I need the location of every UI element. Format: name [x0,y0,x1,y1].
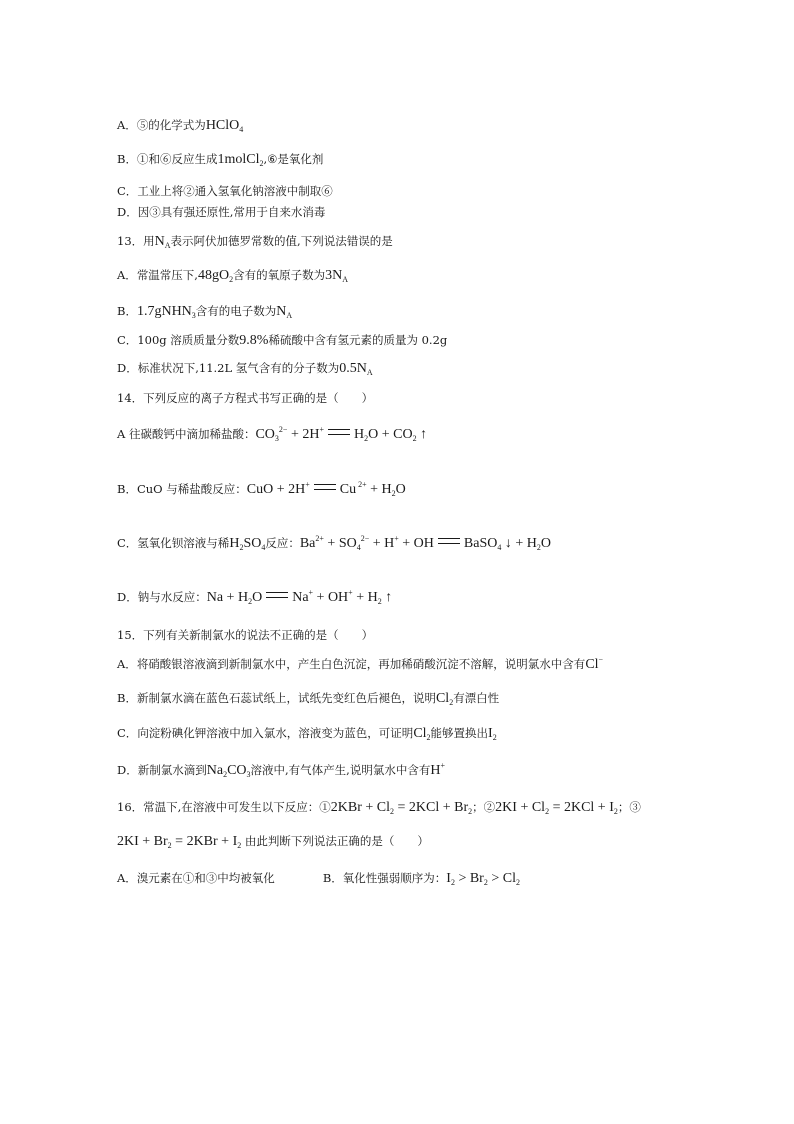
q13-option-c: C．100g 溶质质量分数9.8%稀硫酸中含有氢元素的质量为 0.2g [117,333,448,348]
q13-option-b: B．1.7gNHN$_3$含有的电子数为$N_A$ [117,304,293,320]
q14-stem: 14．下列反应的离子方程式书写正确的是（ ） [117,391,374,405]
q13-option-a: A．常温常压下$,48gO_2$含有的氧原子数为$3N_A$ [117,268,348,284]
equation-b: CuO + 2H+ Cu $^{2+} + H_2O$ [246,480,406,498]
equation-c: $Ba^{2+} + SO_4^{2-} + H^+$ + OH BaSO$_4$ ↓ + $H_2O$ [299,534,551,552]
q13-stem: 13．用$N_A$表示阿伏加德罗常数的值,下列说法错误的是 [117,234,393,250]
formula-hclo4: HClO$_4$ [205,118,244,134]
q14-option-d: D．钠与水反应：$Na + H_2O$ $Na^+ + OH^+ + H_2$ ↑ [117,588,393,606]
formula-cl2: 1molCl$_2$ [217,152,264,168]
q16-option-a: A．溴元素在①和③中均被氧化 [117,871,275,885]
q15-option-a: A．将硝酸银溶液滴到新制氯水中，产生白色沉淀，再加稀硝酸沉淀不溶解，说明氯水中含有Cl− [117,655,604,672]
q14-option-c: C．氢氧化钡溶液与稀$H_2SO_4$反应：$Ba^{2+} + SO_4^{2-} + H^+$ + OH BaSO$_4$ ↓ + $H_2O$ [117,534,551,552]
q12-option-c: C．工业上将②通入氢氧化钠溶液中制取⑥ [117,184,333,198]
equation-a: $CO_3^{2-} + 2H^+$ $H_2O + CO_2$ ↑ [255,425,428,443]
q16-option-b: B．氧化性强弱顺序为：$I_2 > Br_2 > Cl_2$ [322,871,520,887]
q14-option-a: A 往碳酸钙中滴加稀盐酸：$CO_3^{2-} + 2H^+$ $H_2O + CO_2$ ↑ [117,425,428,443]
q16-options-ab [117,870,520,887]
q12-option-b: B．①和⑥反应生成1molCl$_2$,⑥是氧化剂 [117,152,324,168]
q16-stem-line1: 16．常温下,在溶液中可发生以下反应：①2KBr + $Cl_2 = 2KCl + Br_2$；②2KI + $Cl_2 = 2KCl + I_2$；③ [117,800,641,816]
q16-stem-line2: $2KI + Br_2 = 2KBr + I_2$ 由此判断下列说法正确的是（ ） [117,834,429,850]
q15-option-b: B．新制氯水滴在蓝色石蕊试纸上，试纸先变红色后褪色，说明$Cl_2$有漂白性 [117,691,500,707]
q15-option-c: C．向淀粉碘化钾溶液中加入氯水，溶液变为蓝色，可证明$Cl_2$能够置换出$I_2$ [117,726,497,742]
q12-option-d: D．因③具有强还原性,常用于自来水消毒 [117,205,326,219]
q12-option-a: A．⑤的化学式为HClO$_4$ [117,118,244,134]
q14-option-b: B．CuO 与稀盐酸反应：CuO + 2H+ Cu $^{2+} + H_2O$ [117,480,406,498]
q13-option-d: D．标准状况下,11.2L 氢气含有的分子数为$0.5N_A$ [117,361,373,377]
q15-option-d: D．新制氯水滴到$Na_2CO_3$溶液中,有气体产生,说明氯水中含有H+ [117,761,445,779]
q15-stem: 15．下列有关新制氯水的说法不正确的是（ ） [117,628,374,642]
equation-d: $Na + H_2O$ $Na^+ + OH^+ + H_2$ ↑ [206,588,393,606]
